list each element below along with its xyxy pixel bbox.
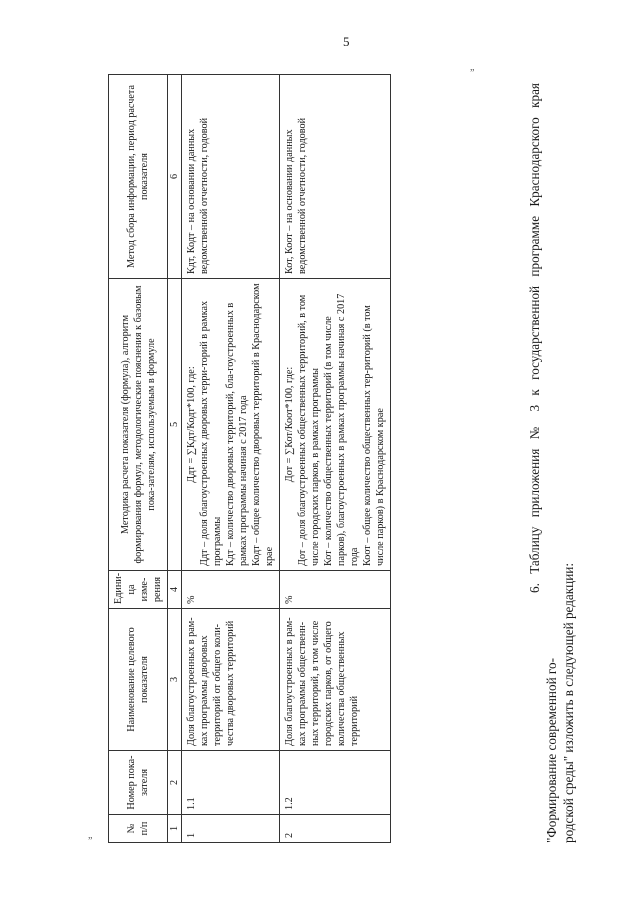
paragraph-line: родской среды" изложить в следующей редакции: — [561, 562, 576, 843]
formula: Ддт = ∑Кдт/Кодт*100, где: — [186, 366, 197, 483]
indicator-number: 1.2 — [280, 751, 391, 815]
indicator-number: 1.1 — [182, 751, 280, 815]
column-number: 5 — [168, 279, 182, 571]
indicator-name: Доля благоустроенных в рам-ках программы общественн-ных территорий, в том числе городских парков, от общего количества общественных территорий — [280, 609, 391, 751]
column-number: 3 — [168, 609, 182, 751]
page-number: 5 — [343, 34, 350, 49]
indicator-name: Доля благоустроенных в рам-ках программы дворовых территорий от общего коли-чества дворовых территорий — [182, 609, 280, 751]
header-cell-indicator-number: Номер пока-зателя — [109, 751, 168, 815]
column-number: 4 — [168, 571, 182, 609]
methodology-cell — [280, 279, 391, 571]
unit: % — [280, 571, 391, 609]
column-number: 1 — [168, 815, 182, 843]
formula-explanation: Кодт – общее количество дворовых территорий в Краснодарском крае — [251, 283, 275, 566]
header-cell-methodology: Методика расчета показателя (формула), алгоритм формирования формул, методологические пояснения к базовым пока-зателям, используемым в формуле — [109, 279, 168, 571]
formula-explanation: Кот – количество общественных территорий (в том числе парков), благоустроенных в рамках программы начиная с 2017 года — [323, 293, 360, 566]
formula-explanation: Дот – доля благоустроенных общественных территорий, в том числе городских парков, в рамках программы — [297, 294, 321, 566]
header-cell-unit: Едини-ца изме-рения — [109, 571, 168, 609]
table-row — [182, 75, 280, 843]
data-source: Кдт, Кодт – на основании данных ведомственной отчетности, годовой — [182, 75, 280, 279]
formula: Дот = ∑Кот/Коот*100, где: — [284, 366, 295, 483]
column-number-row — [168, 75, 182, 843]
data-source: Кот, Коот – на основании данных ведомственной отчетности, годовой — [280, 75, 391, 279]
unit: % — [182, 571, 280, 609]
header-cell-indicator-name: Наименование целевого показателя — [109, 609, 168, 751]
table-header-row — [109, 75, 168, 843]
column-number: 2 — [168, 751, 182, 815]
formula-explanation: Коот – общее количество общественных тер-риторий (в том числе парков) в Краснодарском крае — [362, 305, 386, 566]
formula-explanation: Ддт – доля благоустроенных дворовых терри-торий в рамках программы — [199, 300, 223, 566]
row-number: 1 — [182, 815, 280, 843]
stray-mark: „ — [88, 830, 93, 841]
stray-mark: „ — [470, 62, 475, 73]
header-cell-data-source: Метод сбора информации, период расчета показателя — [109, 75, 168, 279]
table-row — [280, 75, 391, 843]
formula-explanation: Кдт – количество дворовых территорий, бла-гоустроенных в рамках программы начиная с 2017 года — [225, 302, 249, 566]
methodology-cell — [182, 279, 280, 571]
column-number: 6 — [168, 75, 182, 279]
amendment-paragraph — [526, 83, 577, 843]
paragraph-line: 6. Таблицу приложения № 3 к государственной программе Краснодарского края "Формирование современной го- — [527, 83, 559, 843]
indicators-table — [108, 74, 391, 843]
header-cell-number: № п/п — [109, 815, 168, 843]
row-number: 2 — [280, 815, 391, 843]
